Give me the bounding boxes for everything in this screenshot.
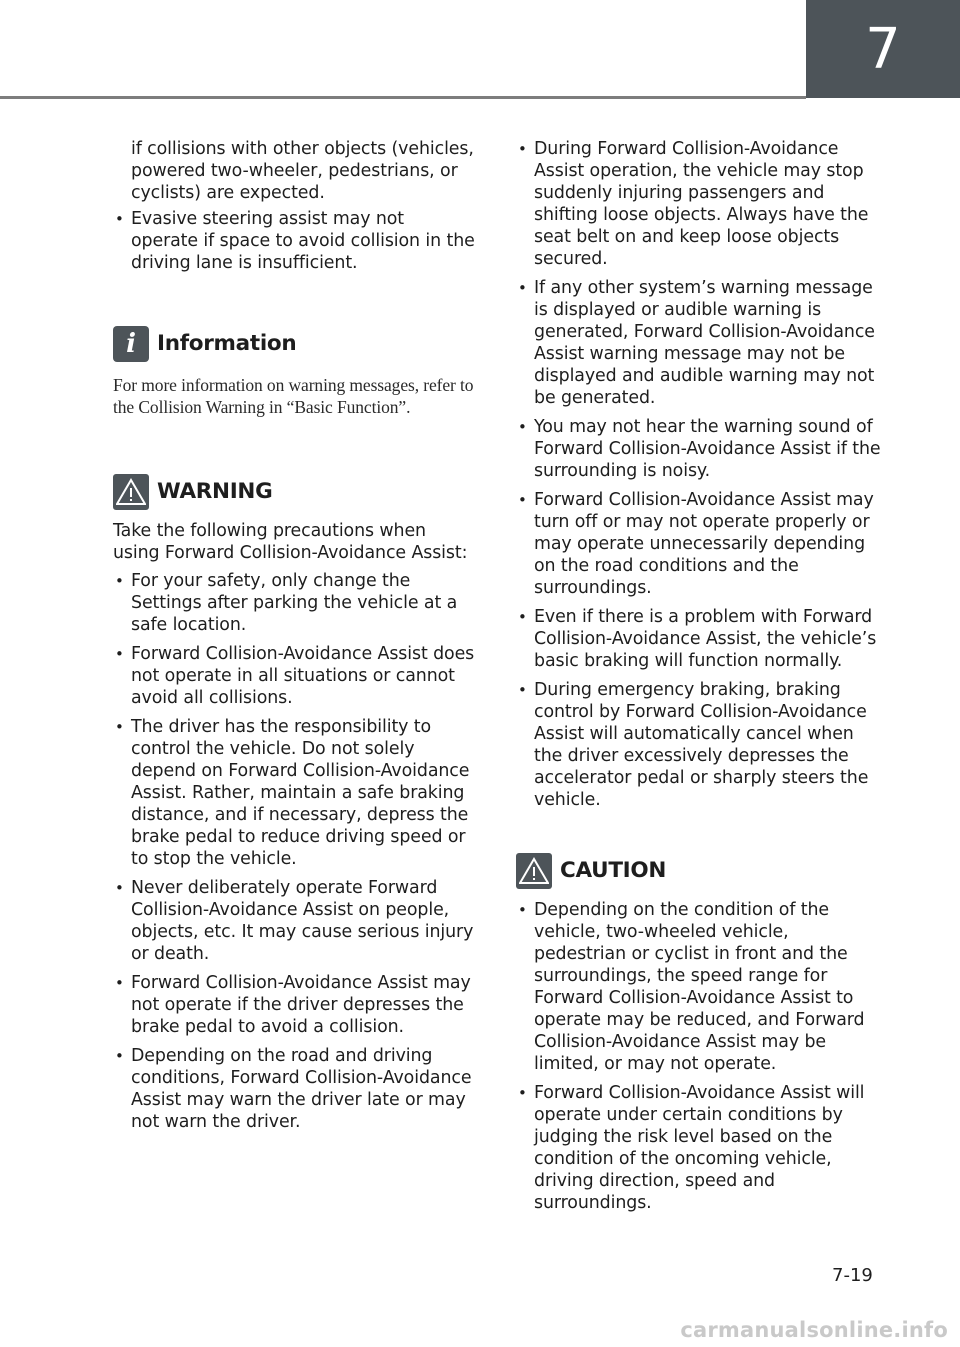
- information-body: For more information on warning messages, refer to the Collision Warning in “Basic Function”.: [113, 375, 474, 417]
- list-item: • For your safety, only change the Settings after parking the vehicle at a safe location.: [113, 570, 475, 636]
- caution-heading: [516, 853, 886, 889]
- list-item: • Evasive steering assist may not operate if space to avoid collision in the driving lane is insufficient.: [113, 208, 475, 274]
- list-item: • Never deliberately operate Forward Collision-Avoidance Assist on people, objects, etc. It may cause serious injury or death.: [113, 877, 475, 965]
- right-list: [516, 138, 886, 811]
- list-item: • Forward Collision-Avoidance Assist may not operate if the driver depresses the brake pedal to avoid a collision.: [113, 972, 475, 1038]
- left-column: [113, 138, 475, 1140]
- warning-intro: Take the following precautions when using Forward Collision-Avoidance Assist:: [113, 521, 468, 563]
- caution-triangle-icon: [516, 853, 552, 889]
- caution-list: [516, 899, 886, 1214]
- chapter-tab: [806, 0, 960, 98]
- list-item: • If any other system’s warning message is displayed or audible warning is generated, Forward Collision-Avoidance Assist warning message may not be displayed and audible warning may not be generated.: [516, 277, 886, 409]
- continuation-text: if collisions with other objects (vehicles, powered two-wheeler, pedestrians, or cyclists) are expected.: [131, 139, 474, 203]
- information-heading: [113, 326, 475, 362]
- list-item: • Even if there is a problem with Forward Collision-Avoidance Assist, the vehicle’s basic braking will function normally.: [516, 606, 886, 672]
- chapter-number: 7: [865, 16, 901, 82]
- information-title: Information: [157, 331, 297, 356]
- list-item: • You may not hear the warning sound of Forward Collision-Avoidance Assist if the surrounding is noisy.: [516, 416, 886, 482]
- page-number: 7-19: [832, 1265, 873, 1286]
- warning-title: WARNING: [157, 479, 273, 504]
- caution-title: CAUTION: [560, 858, 667, 883]
- warning-triangle-icon: [113, 474, 149, 510]
- header-rule: [0, 96, 806, 99]
- left-top-list: [113, 208, 475, 274]
- list-item: • Forward Collision-Avoidance Assist may turn off or may not operate properly or may operate unnecessarily depending on the road conditions and the surroundings.: [516, 489, 886, 599]
- list-item: • The driver has the responsibility to control the vehicle. Do not solely depend on Forward Collision-Avoidance Assist. Rather, maintain a safe braking distance, and if necessary, depress the brake pedal to reduce driving speed or to stop the vehicle.: [113, 716, 475, 870]
- list-item: • Forward Collision-Avoidance Assist will operate under certain conditions by judging the risk level based on the condition of the oncoming vehicle, driving direction, speed and surroundings.: [516, 1082, 886, 1214]
- warning-list: [113, 570, 475, 1133]
- warning-heading: [113, 474, 475, 510]
- right-column: [516, 138, 886, 1221]
- list-item: • Forward Collision-Avoidance Assist does not operate in all situations or cannot avoid all collisions.: [113, 643, 475, 709]
- list-item: • Depending on the condition of the vehicle, two-wheeled vehicle, pedestrian or cyclist in front and the surroundings, the speed range for Forward Collision-Avoidance Assist to operate may be reduced, and Forward Collision-Avoidance Assist may be limited, or may not operate.: [516, 899, 886, 1075]
- list-item: • During emergency braking, braking control by Forward Collision-Avoidance Assist will automatically cancel when the driver excessively depresses the accelerator pedal or sharply steers the vehicle.: [516, 679, 886, 811]
- list-item: • Depending on the road and driving conditions, Forward Collision-Avoidance Assist may warn the driver late or may not warn the driver.: [113, 1045, 475, 1133]
- info-icon: i: [113, 326, 149, 362]
- list-item: • During Forward Collision-Avoidance Assist operation, the vehicle may stop suddenly injuring passengers and shifting loose objects. Always have the seat belt on and keep loose objects secured.: [516, 138, 886, 270]
- watermark: carmanualsonline.info: [680, 1318, 948, 1342]
